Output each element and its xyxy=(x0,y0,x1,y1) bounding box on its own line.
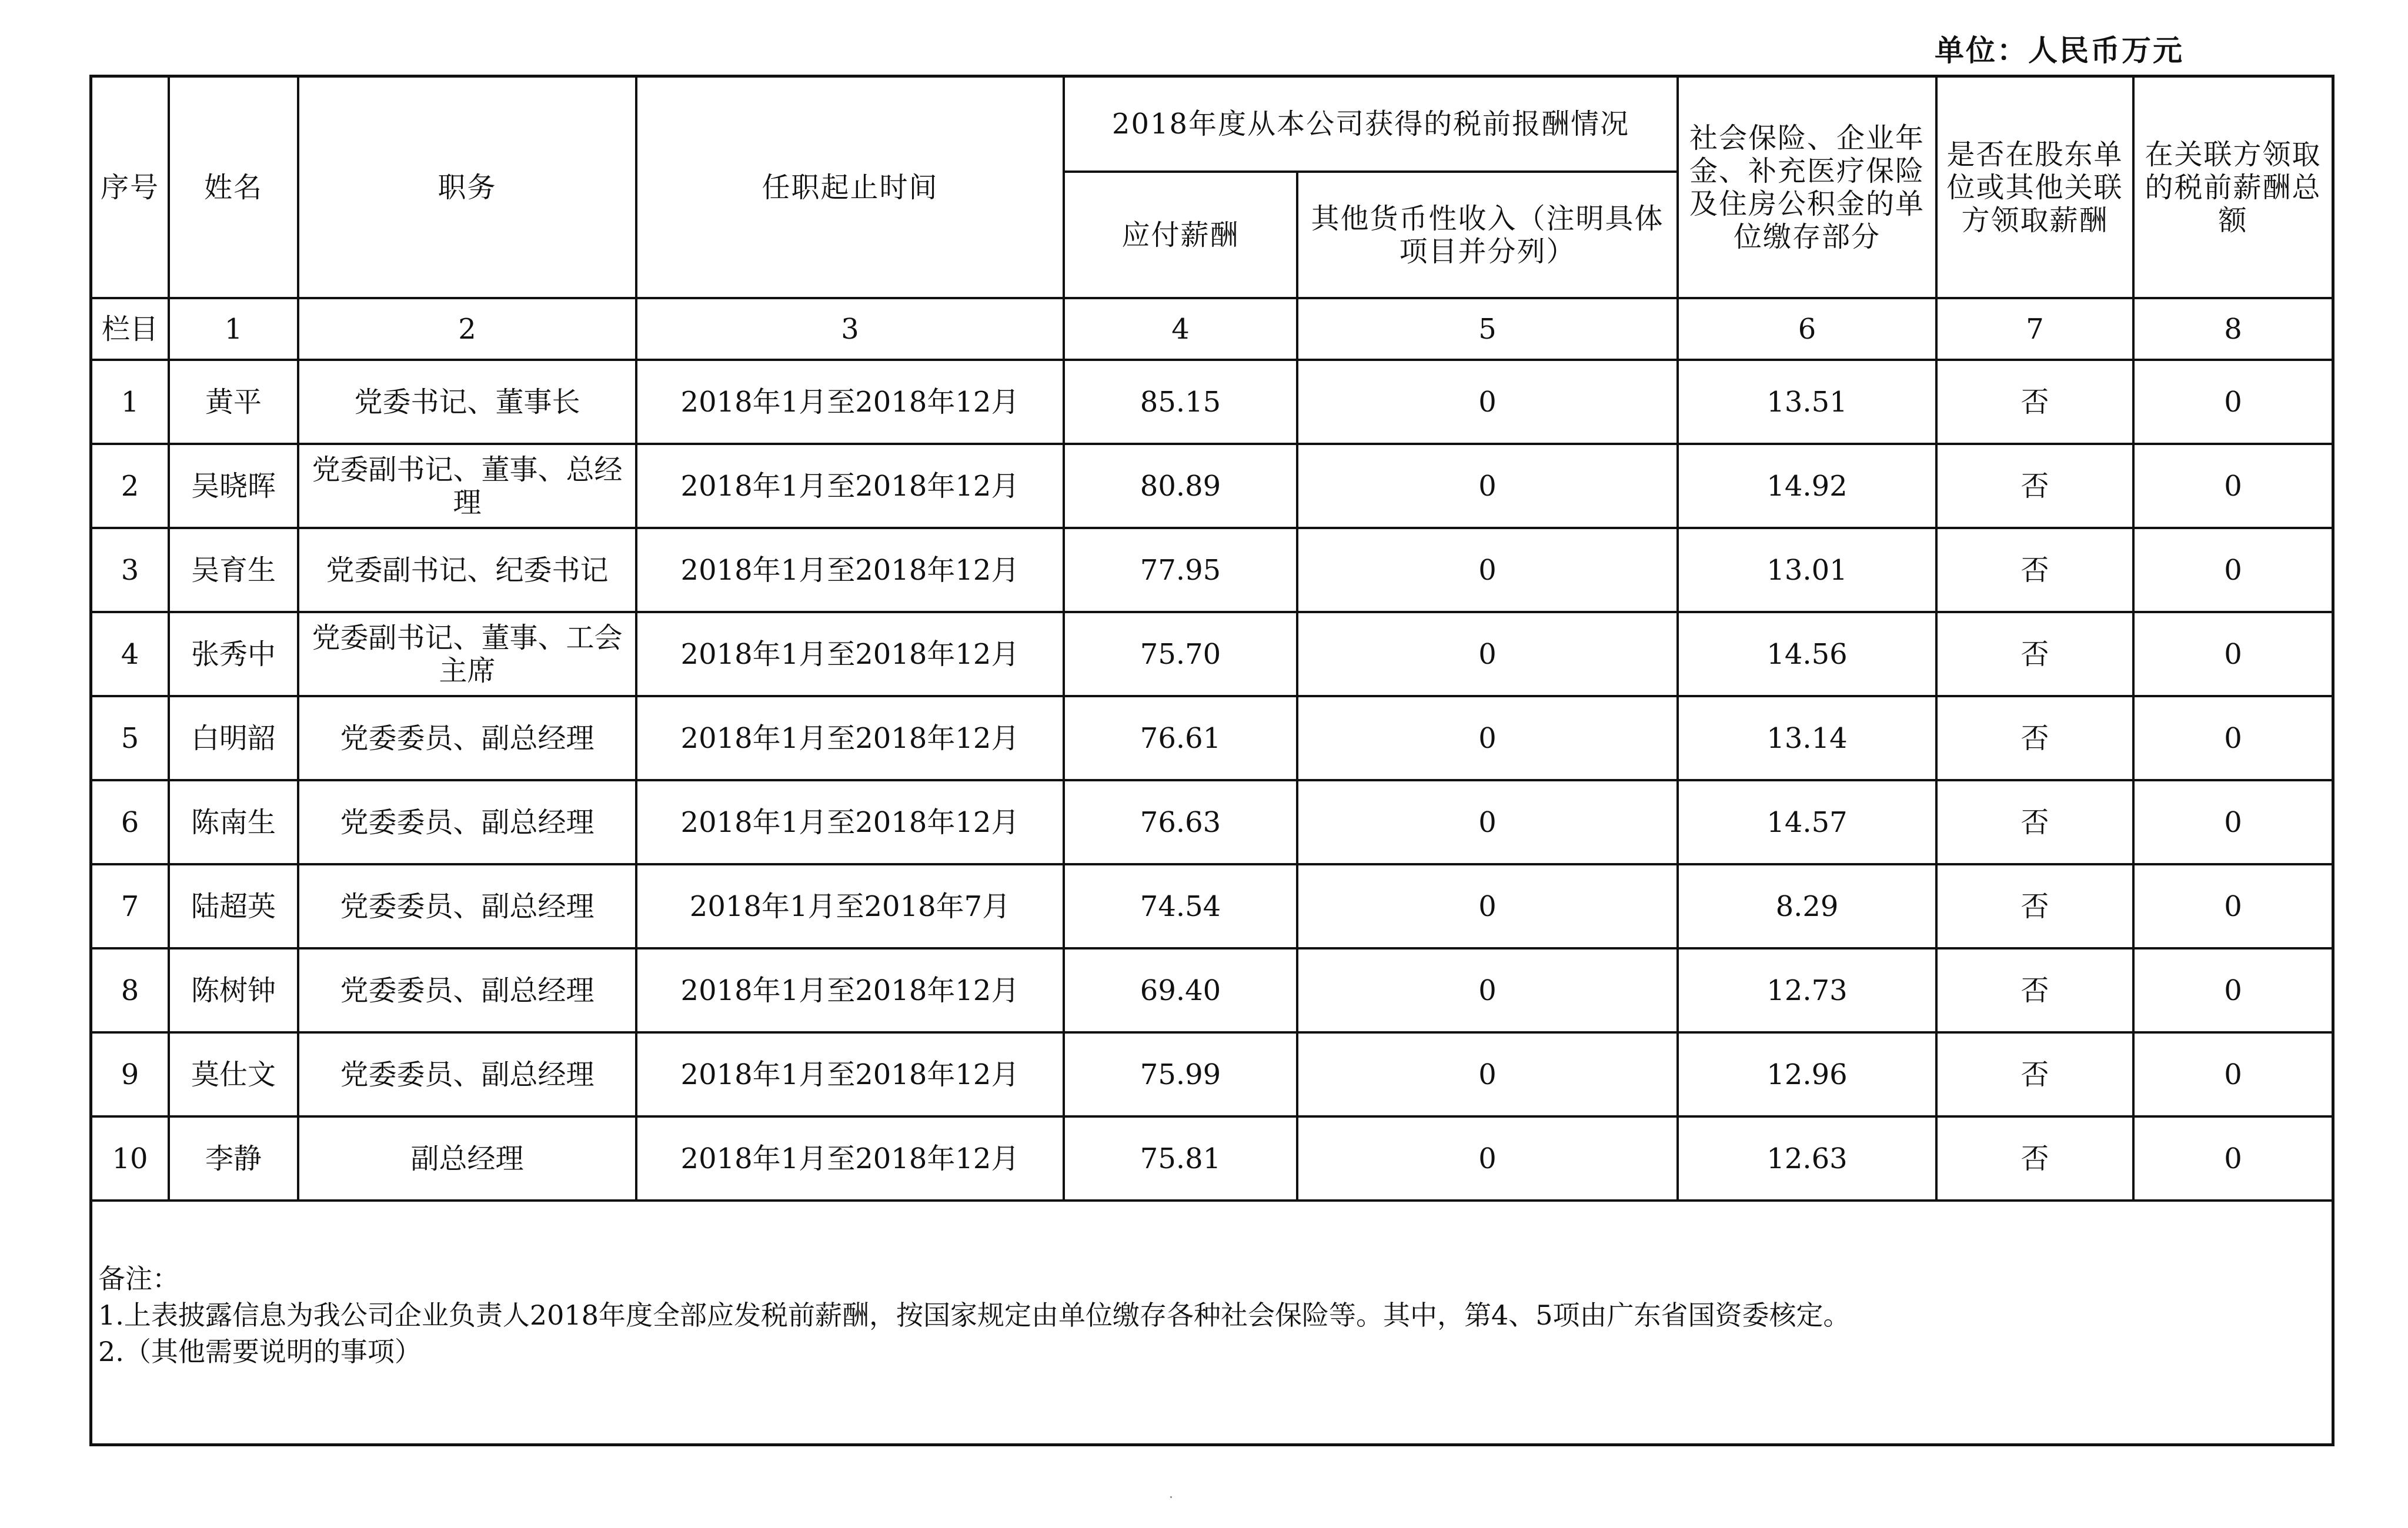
column-number: 7 xyxy=(1936,298,2133,360)
cell-payable: 75.81 xyxy=(1064,1116,1297,1201)
cell-term: 2018年1月至2018年12月 xyxy=(636,528,1064,612)
cell-term: 2018年1月至2018年12月 xyxy=(636,696,1064,780)
cell-seq: 6 xyxy=(92,780,169,864)
cell-other-income: 0 xyxy=(1297,444,1678,528)
cell-payable: 75.70 xyxy=(1064,612,1297,696)
cell-related-party: 否 xyxy=(1936,528,2133,612)
cell-position: 党委委员、副总经理 xyxy=(298,948,636,1032)
header-payable: 应付薪酬 xyxy=(1064,172,1297,298)
cell-social-insurance: 14.56 xyxy=(1678,612,1936,696)
cell-related-party: 否 xyxy=(1936,444,2133,528)
table-row xyxy=(92,360,2332,444)
cell-seq: 5 xyxy=(92,696,169,780)
cell-term: 2018年1月至2018年12月 xyxy=(636,444,1064,528)
cell-term: 2018年1月至2018年12月 xyxy=(636,780,1064,864)
cell-social-insurance: 12.96 xyxy=(1678,1032,1936,1116)
cell-social-insurance: 12.73 xyxy=(1678,948,1936,1032)
cell-position: 党委委员、副总经理 xyxy=(298,780,636,864)
column-number: 2 xyxy=(298,298,636,360)
cell-other-income: 0 xyxy=(1297,948,1678,1032)
cell-related-total: 0 xyxy=(2133,948,2332,1032)
column-number: 6 xyxy=(1678,298,1936,360)
cell-related-party: 否 xyxy=(1936,612,2133,696)
cell-seq: 8 xyxy=(92,948,169,1032)
table-row xyxy=(92,1032,2332,1116)
cell-name: 黄平 xyxy=(169,360,298,444)
scan-dot xyxy=(1170,1496,1172,1498)
cell-term: 2018年1月至2018年12月 xyxy=(636,948,1064,1032)
table-row xyxy=(92,1116,2332,1201)
table-row xyxy=(92,780,2332,864)
cell-related-total: 0 xyxy=(2133,780,2332,864)
cell-social-insurance: 13.01 xyxy=(1678,528,1936,612)
cell-seq: 9 xyxy=(92,1032,169,1116)
cell-other-income: 0 xyxy=(1297,864,1678,948)
cell-payable: 69.40 xyxy=(1064,948,1297,1032)
cell-term: 2018年1月至2018年7月 xyxy=(636,864,1064,948)
cell-position: 党委书记、董事长 xyxy=(298,360,636,444)
notes-title: 备注： xyxy=(98,1263,179,1295)
cell-related-total: 0 xyxy=(2133,444,2332,528)
cell-related-party: 否 xyxy=(1936,360,2133,444)
cell-position: 党委副书记、纪委书记 xyxy=(298,528,636,612)
column-number: 4 xyxy=(1064,298,1297,360)
cell-seq: 1 xyxy=(92,360,169,444)
table-row xyxy=(92,696,2332,780)
compensation-table xyxy=(89,75,2334,1446)
table-row xyxy=(92,948,2332,1032)
cell-social-insurance: 13.51 xyxy=(1678,360,1936,444)
cell-social-insurance: 14.57 xyxy=(1678,780,1936,864)
cell-seq: 10 xyxy=(92,1116,169,1201)
cell-name: 吴育生 xyxy=(169,528,298,612)
cell-related-party: 否 xyxy=(1936,1116,2133,1201)
cell-term: 2018年1月至2018年12月 xyxy=(636,612,1064,696)
header-term: 任职起止时间 xyxy=(636,78,1064,298)
cell-payable: 76.63 xyxy=(1064,780,1297,864)
cell-payable: 77.95 xyxy=(1064,528,1297,612)
cell-related-party: 否 xyxy=(1936,780,2133,864)
cell-name: 张秀中 xyxy=(169,612,298,696)
table-row xyxy=(92,612,2332,696)
cell-social-insurance: 12.63 xyxy=(1678,1116,1936,1201)
table-row xyxy=(92,864,2332,948)
column-number: 5 xyxy=(1297,298,1678,360)
header-seq: 序号 xyxy=(92,78,169,298)
cell-name: 吴晓晖 xyxy=(169,444,298,528)
cell-name: 陈南生 xyxy=(169,780,298,864)
cell-social-insurance: 13.14 xyxy=(1678,696,1936,780)
cell-other-income: 0 xyxy=(1297,612,1678,696)
cell-payable: 76.61 xyxy=(1064,696,1297,780)
table-row xyxy=(92,528,2332,612)
column-number: 1 xyxy=(169,298,298,360)
cell-position: 党委委员、副总经理 xyxy=(298,696,636,780)
notes-line-1: 1.上表披露信息为我公司企业负责人2018年度全部应发税前薪酬，按国家规定由单位缴存各种社会保险等。其中，第4、5项由广东省国资委核定。 xyxy=(98,1299,1851,1331)
cell-name: 莫仕文 xyxy=(169,1032,298,1116)
column-number: 栏目 xyxy=(92,298,169,360)
cell-term: 2018年1月至2018年12月 xyxy=(636,360,1064,444)
cell-payable: 80.89 xyxy=(1064,444,1297,528)
header-position: 职务 xyxy=(298,78,636,298)
cell-position: 党委委员、副总经理 xyxy=(298,864,636,948)
cell-related-total: 0 xyxy=(2133,1032,2332,1116)
cell-payable: 85.15 xyxy=(1064,360,1297,444)
cell-position: 党委委员、副总经理 xyxy=(298,1032,636,1116)
cell-position: 党委副书记、董事、总经理 xyxy=(298,444,636,528)
cell-related-total: 0 xyxy=(2133,696,2332,780)
cell-social-insurance: 14.92 xyxy=(1678,444,1936,528)
cell-related-party: 否 xyxy=(1936,864,2133,948)
cell-related-total: 0 xyxy=(2133,1116,2332,1201)
cell-related-total: 0 xyxy=(2133,528,2332,612)
cell-related-party: 否 xyxy=(1936,1032,2133,1116)
column-number-row xyxy=(92,298,2332,360)
cell-other-income: 0 xyxy=(1297,780,1678,864)
cell-related-party: 否 xyxy=(1936,948,2133,1032)
cell-name: 陆超英 xyxy=(169,864,298,948)
cell-seq: 2 xyxy=(92,444,169,528)
header-related-total: 在关联方领取的税前薪酬总额 xyxy=(2133,78,2332,298)
notes-cell xyxy=(92,1201,2332,1421)
cell-term: 2018年1月至2018年12月 xyxy=(636,1032,1064,1116)
cell-name: 李静 xyxy=(169,1116,298,1201)
cell-related-party: 否 xyxy=(1936,696,2133,780)
cell-other-income: 0 xyxy=(1297,1032,1678,1116)
cell-other-income: 0 xyxy=(1297,528,1678,612)
cell-related-total: 0 xyxy=(2133,864,2332,948)
notes-line-2: 2.（其他需要说明的事项） xyxy=(98,1336,422,1367)
unit-label: 单位：人民币万元 xyxy=(1935,33,2184,68)
header-social-insurance: 社会保险、企业年金、补充医疗保险及住房公积金的单位缴存部分 xyxy=(1678,78,1936,298)
cell-position: 副总经理 xyxy=(298,1116,636,1201)
cell-position: 党委副书记、董事、工会主席 xyxy=(298,612,636,696)
cell-payable: 75.99 xyxy=(1064,1032,1297,1116)
cell-payable: 74.54 xyxy=(1064,864,1297,948)
cell-social-insurance: 8.29 xyxy=(1678,864,1936,948)
cell-name: 陈树钟 xyxy=(169,948,298,1032)
header-pay-group: 2018年度从本公司获得的税前报酬情况 xyxy=(1064,78,1678,172)
column-number: 3 xyxy=(636,298,1064,360)
cell-seq: 4 xyxy=(92,612,169,696)
cell-seq: 3 xyxy=(92,528,169,612)
cell-related-total: 0 xyxy=(2133,612,2332,696)
header-related-party: 是否在股东单位或其他关联方领取薪酬 xyxy=(1936,78,2133,298)
cell-seq: 7 xyxy=(92,864,169,948)
header-name: 姓名 xyxy=(169,78,298,298)
cell-other-income: 0 xyxy=(1297,360,1678,444)
cell-related-total: 0 xyxy=(2133,360,2332,444)
header-other-income: 其他货币性收入（注明具体项目并分列） xyxy=(1297,172,1678,298)
cell-name: 白明韶 xyxy=(169,696,298,780)
cell-other-income: 0 xyxy=(1297,1116,1678,1201)
cell-term: 2018年1月至2018年12月 xyxy=(636,1116,1064,1201)
table-row xyxy=(92,444,2332,528)
column-number: 8 xyxy=(2133,298,2332,360)
cell-other-income: 0 xyxy=(1297,696,1678,780)
